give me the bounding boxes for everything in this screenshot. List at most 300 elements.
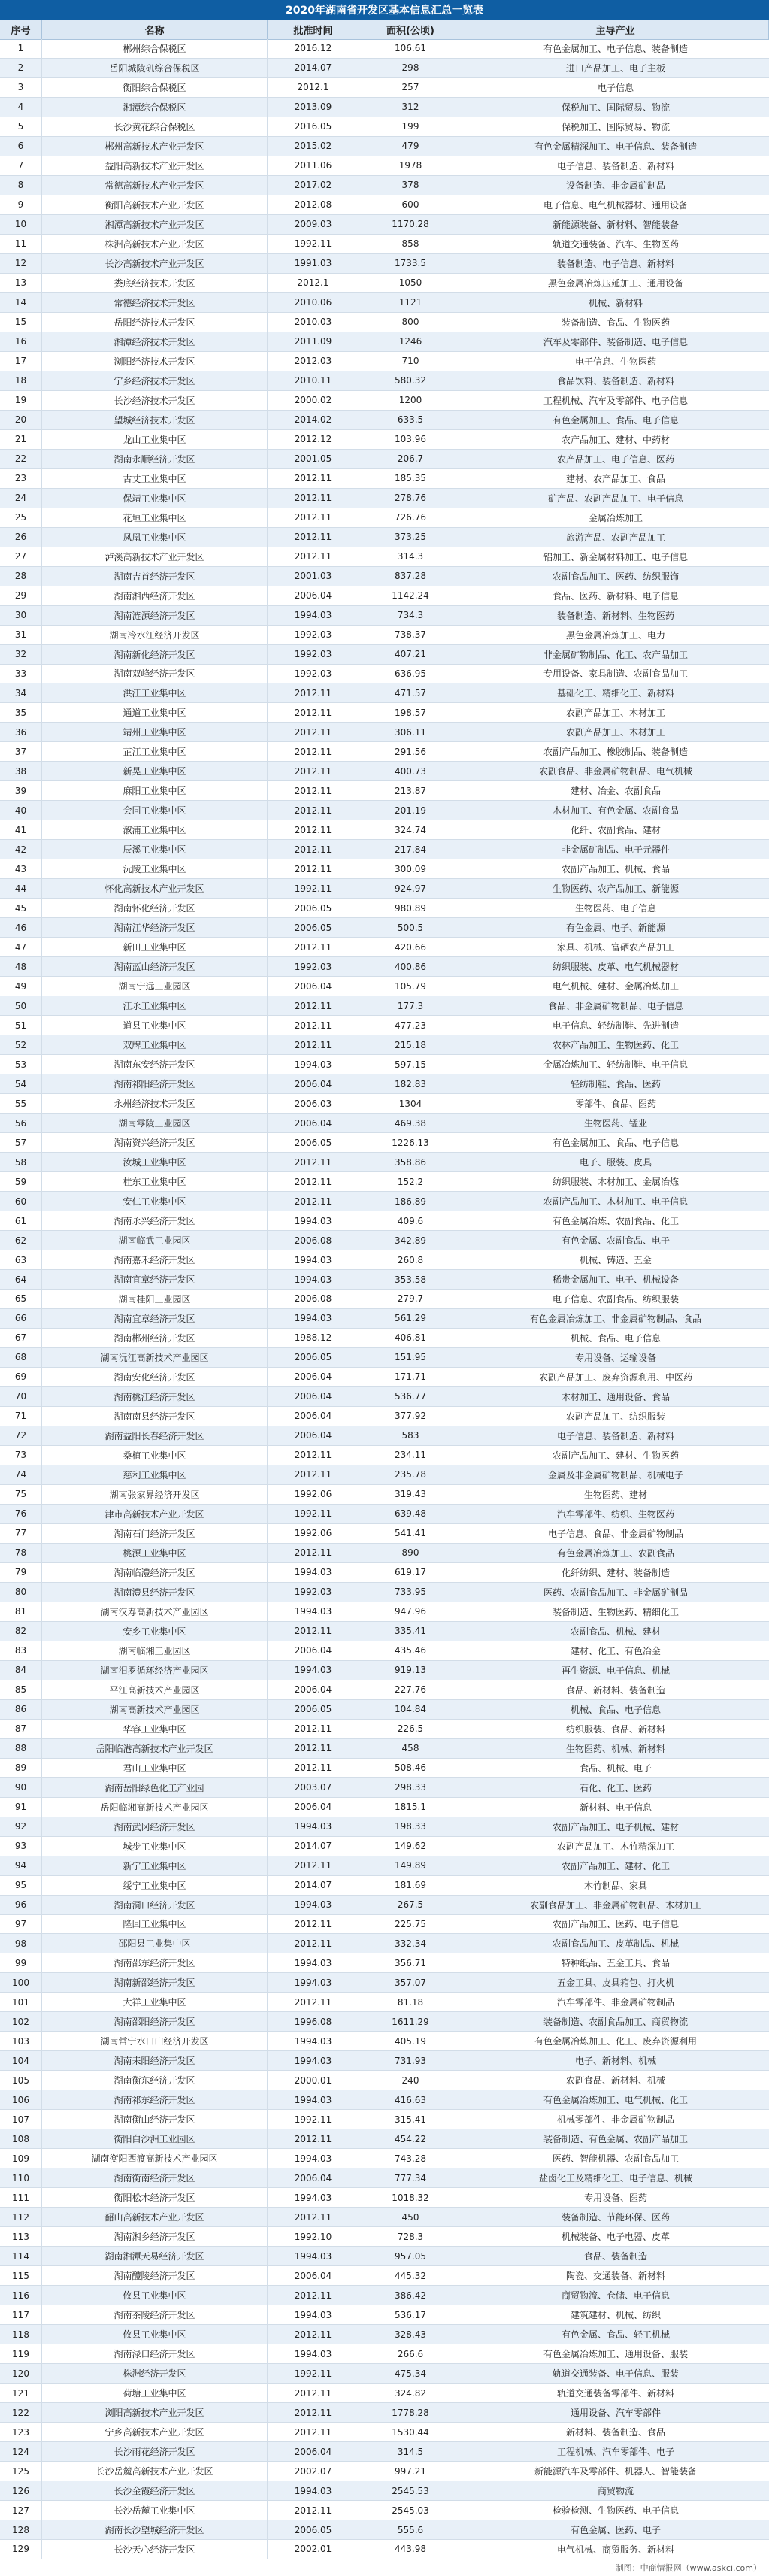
cell-approval-date: 2014.02 (268, 411, 359, 429)
cell-index: 70 (0, 1387, 42, 1406)
cell-approval-date: 2016.12 (268, 39, 359, 58)
cell-approval-date: 1988.12 (268, 1329, 359, 1347)
cell-name: 湖南岳阳绿色化工产业园 (42, 1778, 268, 1797)
cell-approval-date: 1994.03 (268, 1563, 359, 1582)
cell-index: 40 (0, 801, 42, 820)
cell-name: 华容工业集中区 (42, 1720, 268, 1738)
table-row (0, 1153, 769, 1172)
cell-name: 湖南祁阳经济开发区 (42, 1074, 268, 1093)
cell-approval-date: 2006.05 (268, 1700, 359, 1719)
cell-index: 102 (0, 2012, 42, 2031)
cell-index: 122 (0, 2403, 42, 2422)
cell-industry: 装备制造、农副食品加工、商贸物流 (543, 2017, 688, 2028)
cell-index: 30 (0, 606, 42, 625)
table-row (0, 840, 769, 859)
cell-area: 215.18 (359, 1035, 462, 1054)
table-row (0, 1387, 769, 1407)
table-body (0, 39, 769, 2559)
cell-area: 409.6 (359, 1211, 462, 1230)
table-row (0, 606, 769, 626)
cell-industry: 食品饮料、装备制造、新材料 (556, 375, 674, 386)
cell-index: 69 (0, 1368, 42, 1386)
cell-approval-date: 2012.11 (268, 801, 359, 820)
table-row (0, 1192, 769, 1211)
table-row (0, 781, 769, 801)
cell-industry: 化纤、农副食品、建材 (570, 825, 661, 836)
cell-index: 108 (0, 2129, 42, 2148)
cell-index: 17 (0, 352, 42, 371)
cell-industry: 电子信息、电气机械器材、通用设备 (543, 199, 688, 211)
cell-approval-date: 2006.04 (268, 2266, 359, 2285)
cell-approval-date: 2012.11 (268, 1192, 359, 1211)
cell-industry: 有色金属冶炼加工、通用设备、服装 (543, 2349, 688, 2360)
table-row (0, 2481, 769, 2501)
cell-approval-date: 2012.11 (268, 1934, 359, 1953)
table-row (0, 235, 769, 254)
cell-name: 湖南临武工业园区 (42, 1231, 268, 1250)
cell-approval-date: 2006.08 (268, 1290, 359, 1308)
cell-name: 靖州工业集中区 (42, 723, 268, 741)
cell-approval-date: 1991.03 (268, 254, 359, 273)
cell-name: 江永工业集中区 (42, 996, 268, 1015)
cell-approval-date: 1994.03 (268, 1661, 359, 1680)
cell-approval-date: 1994.03 (268, 1602, 359, 1621)
table-row (0, 156, 769, 176)
table-row (0, 215, 769, 235)
table-row (0, 1544, 769, 1563)
cell-area: 597.15 (359, 1055, 462, 1074)
cell-index: 84 (0, 1661, 42, 1680)
cell-industry: 旅游产品、农副产品加工 (565, 532, 665, 543)
cell-name: 湘潭综合保税区 (42, 98, 268, 117)
cell-index: 94 (0, 1856, 42, 1875)
cell-index: 95 (0, 1876, 42, 1895)
table-row (0, 1407, 769, 1426)
cell-name: 湘潭经济技术开发区 (42, 332, 268, 351)
cell-name: 湖南涟源经济开发区 (42, 606, 268, 625)
table-row (0, 2442, 769, 2462)
cell-approval-date: 2012.11 (268, 1446, 359, 1465)
cell-industry: 有色金属冶炼加工、非金属矿物制品、食品 (529, 1313, 701, 1324)
cell-index: 39 (0, 781, 42, 800)
cell-approval-date: 1994.03 (268, 1973, 359, 1992)
cell-name: 长沙高新技术产业开发区 (42, 254, 268, 273)
cell-name: 常德高新技术产业开发区 (42, 176, 268, 195)
table-row (0, 1094, 769, 1114)
table-row (0, 1055, 769, 1074)
cell-name: 湖南石门经济开发区 (42, 1524, 268, 1543)
cell-name: 邵阳县工业集中区 (42, 1934, 268, 1953)
cell-area: 475.34 (359, 2364, 462, 2383)
cell-name: 湖南衡山经济开发区 (42, 2110, 268, 2129)
cell-approval-date: 2006.05 (268, 1133, 359, 1152)
cell-index: 119 (0, 2344, 42, 2363)
cell-name: 衡阳松木经济开发区 (42, 2188, 268, 2207)
cell-name: 新宁工业集中区 (42, 1856, 268, 1875)
cell-name: 湖南高新技术产业园区 (42, 1700, 268, 1719)
table-row (0, 2305, 769, 2325)
header-approval-date: 批准时间 (268, 20, 359, 39)
cell-area: 234.11 (359, 1446, 462, 1465)
cell-name: 郴州高新技术产业开发区 (42, 137, 268, 156)
table-row (0, 469, 769, 489)
cell-industry: 轨道交通装备、汽车、生物医药 (552, 238, 679, 250)
cell-industry: 电气机械、建材、金属冶炼加工 (552, 981, 679, 993)
cell-area: 2545.53 (359, 2481, 462, 2500)
cell-area: 1611.29 (359, 2012, 462, 2031)
cell-name: 湖南常宁水口山经济开发区 (42, 2032, 268, 2050)
cell-industry: 汽车及零部件、装备制造、电子信息 (543, 336, 688, 347)
cell-index: 48 (0, 957, 42, 976)
cell-name: 益阳高新技术产业开发区 (42, 156, 268, 175)
cell-area: 997.21 (359, 2462, 462, 2481)
cell-area: 980.89 (359, 899, 462, 917)
cell-industry: 检验检测、生物医药、电子信息 (552, 2505, 679, 2517)
table-row (0, 1290, 769, 1309)
source-note: 制图：中商情报网（www.askci.com） (615, 2563, 761, 2573)
cell-index: 97 (0, 1915, 42, 1934)
cell-index: 114 (0, 2247, 42, 2265)
cell-area: 199 (359, 117, 462, 136)
cell-area: 1018.32 (359, 2188, 462, 2207)
cell-name: 湖南桃江经济开发区 (42, 1387, 268, 1406)
cell-name: 湖南沅江高新技术产业园区 (42, 1348, 268, 1367)
cell-area: 454.22 (359, 2129, 462, 2148)
cell-approval-date: 2012.11 (268, 859, 359, 878)
cell-industry: 有色金属、农副食品、电子 (561, 1235, 670, 1247)
cell-area: 416.63 (359, 2090, 462, 2109)
cell-industry: 有色金属、食品、轻工机械 (561, 2329, 670, 2341)
cell-name: 大祥工业集中区 (42, 1993, 268, 2011)
cell-index: 127 (0, 2501, 42, 2520)
cell-index: 92 (0, 1817, 42, 1836)
table-row (0, 1016, 769, 1035)
cell-index: 112 (0, 2208, 42, 2226)
table-row (0, 1973, 769, 1993)
cell-approval-date: 2006.04 (268, 2442, 359, 2461)
cell-approval-date: 2012.03 (268, 352, 359, 371)
cell-approval-date: 2012.11 (268, 469, 359, 488)
table-row (0, 2149, 769, 2168)
cell-area: 919.13 (359, 1661, 462, 1680)
cell-approval-date: 2012.11 (268, 1759, 359, 1777)
cell-name: 浏阳高新技术产业开发区 (42, 2403, 268, 2422)
cell-area: 171.71 (359, 1368, 462, 1386)
cell-index: 38 (0, 762, 42, 780)
cell-area: 314.5 (359, 2442, 462, 2461)
cell-approval-date: 2012.11 (268, 996, 359, 1015)
cell-approval-date: 1994.03 (268, 2481, 359, 2500)
cell-approval-date: 1994.03 (268, 2051, 359, 2070)
cell-name: 湖南宁远工业园区 (42, 977, 268, 996)
table-row (0, 2051, 769, 2071)
table-row (0, 1993, 769, 2012)
cell-approval-date: 2012.11 (268, 1016, 359, 1035)
cell-industry: 盐卤化工及精细化工、电子信息、机械 (538, 2173, 692, 2184)
cell-name: 长沙岳麓高新技术产业开发区 (42, 2462, 268, 2481)
table-row (0, 645, 769, 665)
cell-index: 28 (0, 567, 42, 586)
cell-name: 湖南江华经济开发区 (42, 918, 268, 937)
cell-name: 岳阳临港高新技术产业开发区 (42, 1739, 268, 1758)
cell-industry: 农副食品加工、皮革制品、机械 (552, 1938, 679, 1950)
cell-approval-date: 1994.03 (268, 1270, 359, 1289)
table-row (0, 2188, 769, 2208)
cell-industry: 农副食品加工、非金属矿物制品、木材加工 (529, 1899, 701, 1911)
cell-name: 湖南双峰经济开发区 (42, 665, 268, 683)
cell-index: 49 (0, 977, 42, 996)
cell-name: 荷塘工业集中区 (42, 2384, 268, 2402)
cell-area: 800 (359, 313, 462, 332)
table-row (0, 1759, 769, 1778)
cell-approval-date: 2012.11 (268, 1739, 359, 1758)
table-row (0, 528, 769, 547)
cell-index: 99 (0, 1953, 42, 1972)
cell-industry: 建筑建材、机械、纺织 (570, 2310, 661, 2321)
cell-approval-date: 2012.11 (268, 2384, 359, 2402)
cell-approval-date: 1994.03 (268, 1817, 359, 1836)
cell-index: 104 (0, 2051, 42, 2070)
cell-index: 110 (0, 2168, 42, 2187)
cell-area: 1978 (359, 156, 462, 175)
cell-approval-date: 2006.04 (268, 1074, 359, 1093)
cell-approval-date: 1992.06 (268, 1485, 359, 1504)
table-row (0, 1602, 769, 1622)
cell-name: 永州经济技术开发区 (42, 1094, 268, 1113)
cell-index: 14 (0, 293, 42, 312)
cell-area: 405.19 (359, 2032, 462, 2050)
cell-industry: 新材料、装备制造、食品 (565, 2427, 665, 2438)
cell-index: 41 (0, 820, 42, 839)
cell-approval-date: 2012.08 (268, 195, 359, 214)
cell-name: 湖南耒阳经济开发区 (42, 2051, 268, 2070)
cell-area: 81.18 (359, 1993, 462, 2011)
cell-index: 66 (0, 1309, 42, 1328)
cell-industry: 陶瓷、交通装备、新材料 (565, 2271, 665, 2282)
cell-industry: 工程机械、汽车及零部件、电子信息 (543, 395, 688, 406)
cell-area: 435.46 (359, 1641, 462, 1660)
cell-approval-date: 2001.03 (268, 567, 359, 586)
cell-industry: 电子信息 (597, 82, 634, 93)
cell-industry: 商贸物流、仓储、电子信息 (561, 2290, 670, 2302)
cell-area: 306.11 (359, 723, 462, 741)
table-row (0, 2364, 769, 2384)
cell-index: 118 (0, 2325, 42, 2344)
cell-industry: 农副产品加工、废弃资源利用、中医药 (538, 1371, 692, 1383)
cell-industry: 装备制造、食品、生物医药 (561, 317, 670, 328)
cell-industry: 电子信息、装备制造、新材料 (556, 160, 674, 171)
cell-industry: 木材加工、有色金属、农副食品 (552, 805, 679, 817)
cell-approval-date: 2010.03 (268, 313, 359, 332)
cell-industry: 生物医药、农产品加工、新能源 (552, 883, 679, 895)
cell-industry: 食品、机械、电子 (579, 1762, 652, 1774)
cell-name: 麻阳工业集中区 (42, 781, 268, 800)
cell-area: 837.28 (359, 567, 462, 586)
cell-index: 54 (0, 1074, 42, 1093)
table-row (0, 508, 769, 528)
table-row (0, 489, 769, 508)
table-row (0, 274, 769, 293)
table-row (0, 1446, 769, 1465)
cell-industry: 装备制造、节能环保、医药 (561, 2212, 670, 2223)
cell-industry: 机械、铸造、五金 (579, 1255, 652, 1266)
cell-area: 738.37 (359, 626, 462, 644)
cell-industry: 建材、化工、有色冶金 (570, 1645, 661, 1656)
cell-name: 通道工业集中区 (42, 703, 268, 722)
cell-area: 105.79 (359, 977, 462, 996)
cell-name: 攸县工业集中区 (42, 2325, 268, 2344)
table-row (0, 1680, 769, 1700)
cell-name: 古丈工业集中区 (42, 469, 268, 488)
cell-industry: 电子信息、轻纺制鞋、先进制造 (552, 1020, 679, 1032)
cell-industry: 生物医药、建材 (583, 1489, 647, 1500)
cell-area: 710 (359, 352, 462, 371)
cell-name: 湖南湘潭天易经济开发区 (42, 2247, 268, 2265)
cell-approval-date: 2012.11 (268, 2286, 359, 2305)
cell-area: 149.89 (359, 1856, 462, 1875)
table-row (0, 1348, 769, 1368)
cell-approval-date: 2006.04 (268, 1387, 359, 1406)
cell-index: 125 (0, 2462, 42, 2481)
cell-approval-date: 2014.07 (268, 1837, 359, 1856)
cell-industry: 农副食品、非金属矿物制品、电气机械 (538, 766, 692, 777)
cell-index: 63 (0, 1250, 42, 1269)
cell-name: 新晃工业集中区 (42, 762, 268, 780)
cell-approval-date: 2012.11 (268, 2403, 359, 2422)
cell-approval-date: 2006.08 (268, 1231, 359, 1250)
cell-index: 85 (0, 1680, 42, 1699)
cell-index: 57 (0, 1133, 42, 1152)
cell-industry: 装备制造、生物医药、精细化工 (552, 1606, 679, 1617)
cell-industry: 农副产品加工、电子机械、建材 (552, 1821, 679, 1832)
table-row (0, 332, 769, 352)
cell-industry: 有色金属冶炼加工、化工、废弃资源利用 (534, 2036, 697, 2047)
cell-name: 湖南张家界经济开发区 (42, 1485, 268, 1504)
cell-industry: 金属冶炼加工 (588, 512, 643, 523)
cell-area: 1246 (359, 332, 462, 351)
cell-area: 500.5 (359, 918, 462, 937)
cell-name: 常德经济技术开发区 (42, 293, 268, 312)
cell-industry: 非金属矿制品、电子元器件 (561, 844, 670, 856)
cell-index: 36 (0, 723, 42, 741)
cell-name: 湖南桂阳工业园区 (42, 1290, 268, 1308)
cell-index: 129 (0, 2540, 42, 2559)
cell-industry: 有色金属加工、食品、电子信息 (552, 414, 679, 426)
cell-index: 80 (0, 1583, 42, 1602)
cell-approval-date: 2006.05 (268, 1348, 359, 1367)
cell-index: 128 (0, 2520, 42, 2539)
cell-index: 26 (0, 528, 42, 547)
table-row (0, 723, 769, 742)
cell-industry: 农副产品加工、纺织服装 (565, 1411, 665, 1422)
table-row (0, 1583, 769, 1602)
cell-name: 长沙金霞经济开发区 (42, 2481, 268, 2500)
cell-index: 68 (0, 1348, 42, 1367)
cell-index: 101 (0, 1993, 42, 2011)
cell-name: 湖南武冈经济开发区 (42, 1817, 268, 1836)
cell-area: 508.46 (359, 1759, 462, 1777)
cell-area: 356.71 (359, 1953, 462, 1972)
cell-approval-date: 2006.04 (268, 1680, 359, 1699)
table-row (0, 703, 769, 723)
cell-industry: 基础化工、精细化工、新材料 (556, 688, 674, 699)
cell-area: 636.95 (359, 665, 462, 683)
cell-name: 汝城工业集中区 (42, 1153, 268, 1171)
cell-name: 湖南宜章经济开发区 (42, 1309, 268, 1328)
cell-industry: 农副产品加工、机械、食品 (561, 864, 670, 875)
cell-industry: 铝加工、新金属材料加工、电子信息 (543, 551, 688, 562)
cell-approval-date: 1996.08 (268, 2012, 359, 2031)
cell-name: 湖南澧县经济开发区 (42, 1583, 268, 1602)
table-row (0, 59, 769, 78)
cell-approval-date: 2010.11 (268, 371, 359, 390)
table-row (0, 1270, 769, 1290)
cell-industry: 商贸物流 (597, 2486, 634, 2497)
cell-industry: 生物医药、机械、新材料 (565, 1743, 665, 1754)
table-row (0, 1934, 769, 1953)
cell-index: 56 (0, 1114, 42, 1132)
cell-area: 947.96 (359, 1602, 462, 1621)
cell-area: 407.21 (359, 645, 462, 664)
cell-industry: 金属冶炼加工、轻纺制鞋、电子信息 (543, 1059, 688, 1071)
table-row (0, 195, 769, 215)
cell-area: 731.93 (359, 2051, 462, 2070)
table-row (0, 586, 769, 606)
cell-approval-date: 2003.07 (268, 1778, 359, 1797)
cell-area: 445.32 (359, 2266, 462, 2285)
cell-name: 湖南衡阳西渡高新技术产业园区 (42, 2149, 268, 2168)
cell-industry: 电子信息、食品、非金属矿物制品 (547, 1528, 683, 1539)
cell-area: 443.98 (359, 2540, 462, 2559)
table-row (0, 1641, 769, 1661)
table-row (0, 391, 769, 411)
cell-name: 湖南永兴经济开发区 (42, 1211, 268, 1230)
cell-industry: 农副食品、机械、建材 (570, 1626, 661, 1637)
cell-approval-date: 2012.11 (268, 2501, 359, 2520)
cell-index: 87 (0, 1720, 42, 1738)
cell-name: 湖南衡东经济开发区 (42, 2071, 268, 2090)
cell-area: 186.89 (359, 1192, 462, 1211)
cell-area: 386.42 (359, 2286, 462, 2305)
cell-approval-date: 2009.03 (268, 215, 359, 234)
cell-name: 湖南零陵工业园区 (42, 1114, 268, 1132)
cell-approval-date: 2016.05 (268, 117, 359, 136)
cell-index: 123 (0, 2423, 42, 2441)
cell-approval-date: 2012.11 (268, 1544, 359, 1562)
cell-index: 12 (0, 254, 42, 273)
cell-index: 120 (0, 2364, 42, 2383)
cell-name: 芷江工业集中区 (42, 742, 268, 761)
cell-index: 65 (0, 1290, 42, 1308)
cell-area: 300.09 (359, 859, 462, 878)
cell-industry: 农林产品加工、生物医药、化工 (552, 1040, 679, 1051)
cell-index: 59 (0, 1172, 42, 1191)
cell-industry: 保税加工、国际贸易、物流 (561, 121, 670, 132)
cell-area: 324.74 (359, 820, 462, 839)
cell-industry: 轻纺制鞋、食品、医药 (570, 1079, 661, 1090)
cell-name: 湖南新邵经济开发区 (42, 1973, 268, 1992)
cell-industry: 有色金属冶炼加工、农副食品 (556, 1547, 674, 1559)
cell-index: 113 (0, 2227, 42, 2246)
header-industry: 主导产业 (462, 20, 769, 39)
table-row (0, 1563, 769, 1583)
cell-industry: 电子、服装、皮具 (579, 1157, 652, 1168)
table-row (0, 176, 769, 195)
cell-index: 124 (0, 2442, 42, 2461)
cell-industry: 轨道交通装备、电子信息、服装 (552, 2368, 679, 2380)
table-row (0, 2403, 769, 2423)
cell-approval-date: 2014.07 (268, 1876, 359, 1895)
